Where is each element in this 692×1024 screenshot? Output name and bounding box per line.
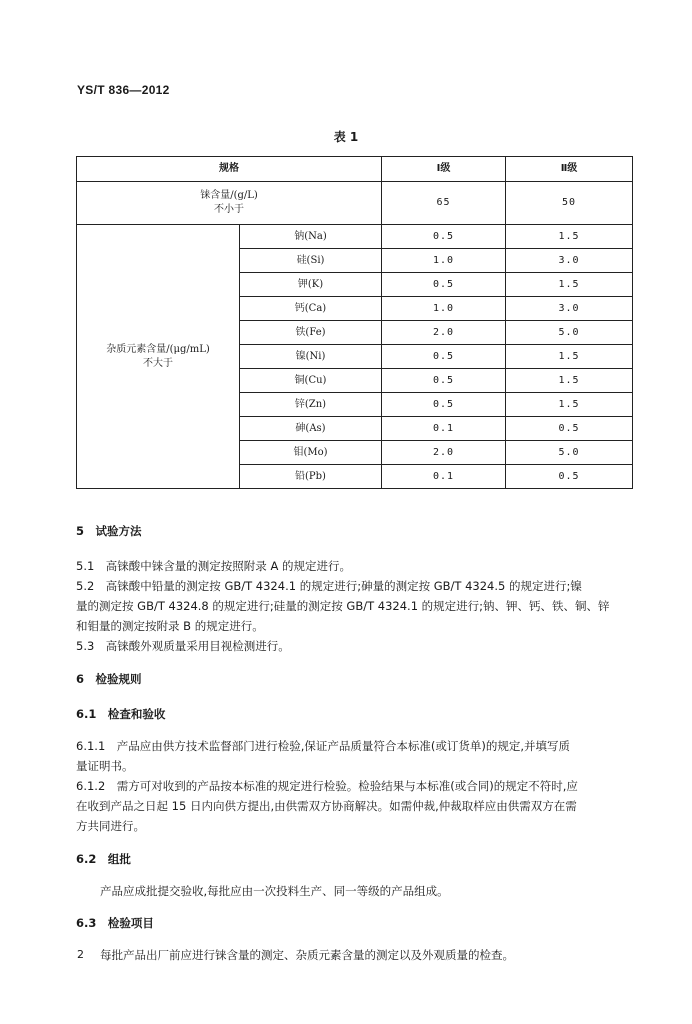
rhenium-label-line2: 不小于 (214, 204, 244, 215)
section-6-title: 6 检验规则 (76, 672, 142, 686)
element-grade2: 5.0 (506, 441, 633, 465)
clause-6-1-2-line1: 6.1.2 需方可对收到的产品按本标准的规定进行检验。检验结果与本标准(或合同)的规定不符时,应 (76, 779, 578, 793)
clause-6-2: 产品应成批提交验收,每批应由一次投料生产、同一等级的产品组成。 (100, 884, 449, 898)
element-grade2: 1.5 (506, 369, 633, 393)
section-6-2-title: 6.2 组批 (76, 852, 131, 866)
element-grade1: 0.5 (382, 225, 506, 249)
clause-5-2-line2: 量的测定按 GB/T 4324.8 的规定进行;硅量的测定按 GB/T 4324.1 的规定进行;钠、钾、钙、铁、铜、锌 (76, 599, 610, 613)
table-title: 表 1 (333, 130, 359, 144)
header-grade1: Ⅰ级 (382, 157, 506, 182)
clause-6-1-2-line3: 方共同进行。 (76, 819, 145, 833)
table-row (77, 225, 633, 249)
element-grade1: 1.0 (382, 297, 506, 321)
section-5-title: 5 试验方法 (76, 524, 142, 538)
clause-6-1-1-line1: 6.1.1 产品应由供方技术监督部门进行检验,保证产品质量符合本标准(或订货单)的规定,并填写质 (76, 739, 571, 753)
element-grade2: 0.5 (506, 465, 633, 489)
element-grade1: 2.0 (382, 441, 506, 465)
impurity-label-line1: 杂质元素含量/(μg/mL) (106, 343, 210, 355)
header-spec: 规格 (77, 157, 382, 182)
element-grade2: 5.0 (506, 321, 633, 345)
clause-5-1: 5.1 高铼酸中铼含量的测定按照附录 A 的规定进行。 (76, 559, 351, 573)
element-name: 锌(Zn) (240, 393, 382, 417)
rhenium-grade1: 65 (382, 182, 506, 225)
standard-number: YS/T 836—2012 (77, 83, 170, 97)
rhenium-label (77, 182, 382, 225)
element-name: 铁(Fe) (240, 321, 382, 345)
element-grade1: 0.1 (382, 465, 506, 489)
element-grade2: 1.5 (506, 273, 633, 297)
element-name: 砷(As) (240, 417, 382, 441)
clause-6-3: 每批产品出厂前应进行铼含量的测定、杂质元素含量的测定以及外观质量的检查。 (100, 948, 514, 962)
rhenium-label-line1: 铼含量/(g/L) (200, 190, 258, 201)
element-name: 铅(Pb) (240, 465, 382, 489)
element-grade1: 0.5 (382, 273, 506, 297)
element-name: 镍(Ni) (240, 345, 382, 369)
element-grade2: 1.5 (506, 345, 633, 369)
table-header-row (77, 157, 633, 182)
element-name: 铜(Cu) (240, 369, 382, 393)
element-grade2: 3.0 (506, 249, 633, 273)
section-6-1-title: 6.1 检查和验收 (76, 707, 166, 721)
element-name: 钠(Na) (240, 225, 382, 249)
rhenium-grade2: 50 (506, 182, 633, 225)
element-grade2: 1.5 (506, 393, 633, 417)
page-number: 2 (77, 948, 84, 961)
element-grade1: 0.1 (382, 417, 506, 441)
element-name: 硅(Si) (240, 249, 382, 273)
impurity-label-line2: 不大于 (143, 357, 173, 369)
spec-table (76, 156, 633, 489)
section-6-3-title: 6.3 检验项目 (76, 916, 154, 930)
element-grade2: 0.5 (506, 417, 633, 441)
impurity-label (77, 225, 240, 489)
element-grade1: 2.0 (382, 321, 506, 345)
element-grade1: 0.5 (382, 369, 506, 393)
element-name: 钾(K) (240, 273, 382, 297)
clause-5-2-line1: 5.2 高铼酸中铅量的测定按 GB/T 4324.1 的规定进行;砷量的测定按 GB/T 4324.5 的规定进行;镍 (76, 579, 582, 593)
element-grade1: 0.5 (382, 393, 506, 417)
clause-5-2-line3: 和钼量的测定按附录 B 的规定进行。 (76, 619, 264, 633)
clause-5-3: 5.3 高铼酸外观质量采用目视检测进行。 (76, 639, 290, 653)
element-grade2: 1.5 (506, 225, 633, 249)
clause-6-1-1-line2: 量证明书。 (76, 759, 134, 773)
element-grade1: 1.0 (382, 249, 506, 273)
element-name: 钼(Mo) (240, 441, 382, 465)
document-body (76, 522, 636, 978)
element-grade2: 3.0 (506, 297, 633, 321)
clause-6-1-2-line2: 在收到产品之日起 15 日内向供方提出,由供需双方协商解决。如需仲裁,仲裁取样应由供需双方在需 (76, 799, 577, 813)
element-grade1: 0.5 (382, 345, 506, 369)
rhenium-row (77, 182, 633, 225)
element-name: 钙(Ca) (240, 297, 382, 321)
header-grade2: Ⅱ级 (506, 157, 633, 182)
